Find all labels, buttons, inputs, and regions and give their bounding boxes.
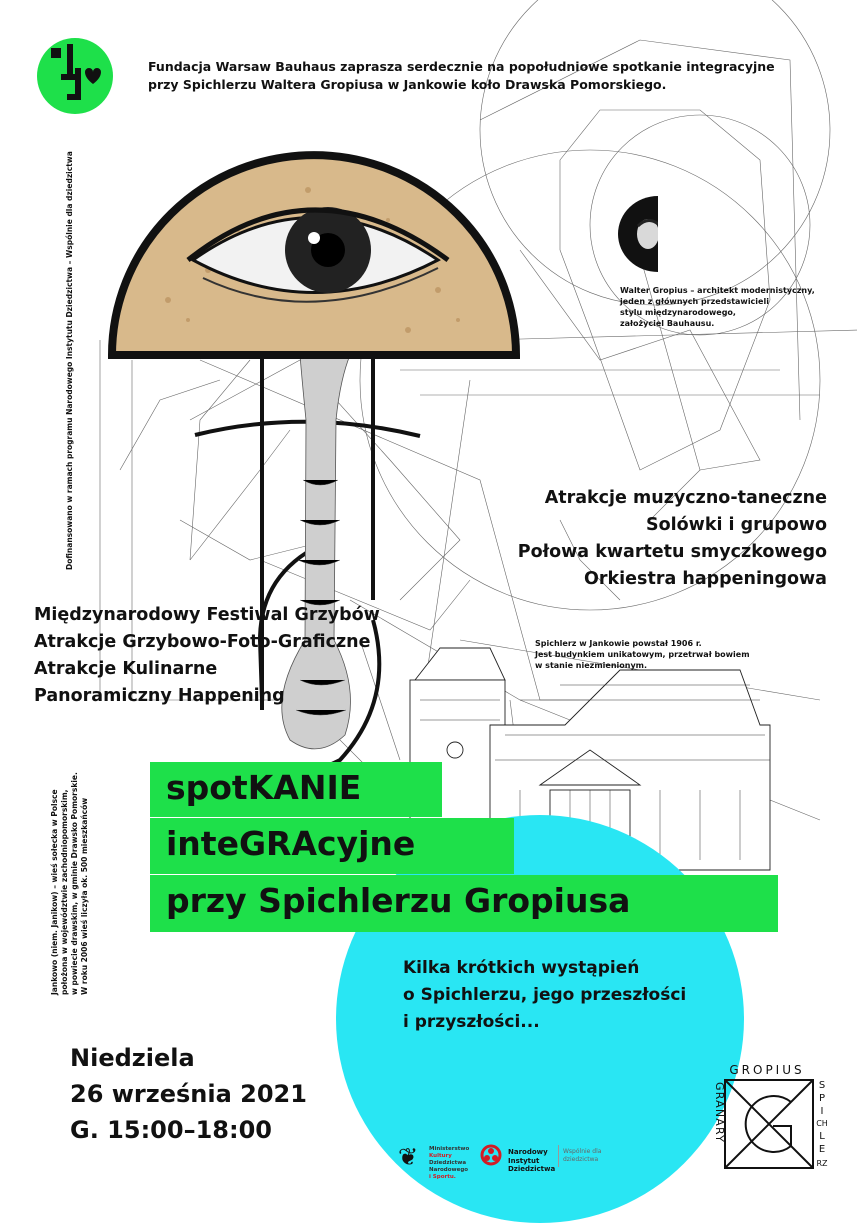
granary-caption: [535, 638, 750, 671]
nid-line: Dziedzictwa: [508, 1165, 556, 1173]
jankowo-line: W roku 2006 wieś liczyła ok. 500 mieszkańców: [80, 797, 89, 995]
granary-logo-right: E: [818, 1144, 826, 1155]
talks-line: i przyszłości...: [403, 1012, 540, 1032]
caption-line: w stanie niezmienionym.: [535, 661, 648, 670]
granary-logo-right: RZ: [816, 1159, 828, 1168]
event-day: Niedziela: [70, 1044, 195, 1072]
ministry-logo: [429, 1146, 469, 1181]
program-line: Wspólnie dla: [563, 1148, 602, 1155]
festival-attractions: [34, 602, 380, 710]
headline-line-1: spotKANIE: [150, 762, 442, 817]
caption-line: Walter Gropius – architekt modernistyczny,: [620, 286, 815, 295]
jankowo-line: w powiecie drawskim, w gminie Drawsko Pomorskie.: [70, 772, 79, 995]
music-attractions: [518, 485, 827, 593]
granary-logo-right: CH: [816, 1119, 828, 1128]
event-date: [70, 1040, 307, 1148]
granary-logo-top: GROPIUS: [729, 1063, 805, 1077]
attraction-item: Atrakcje Grzybowo-Foto-Graficzne: [34, 632, 371, 652]
invitation-text: [148, 58, 808, 94]
granary-logo-right: S: [818, 1080, 826, 1091]
nid-line: Narodowy: [508, 1148, 548, 1156]
caption-line: Jest budynkiem unikatowym, przetrwał bowiem: [535, 650, 750, 659]
headline-line-3: przy Spichlerzu Gropiusa: [150, 875, 778, 932]
attraction-item: Panoramiczny Happening: [34, 686, 285, 706]
gropius-caption: [620, 285, 815, 329]
gropius-granary-logo: [705, 1062, 830, 1170]
attraction-item: Orkiestra happeningowa: [584, 569, 827, 589]
gropius-portrait: [618, 196, 658, 272]
logo-glyph-icon: [37, 38, 113, 114]
ministry-line: i Sportu.: [429, 1174, 456, 1180]
event-time: G. 15:00–18:00: [70, 1116, 272, 1144]
caption-line: założyciel Bauhausu.: [620, 319, 715, 328]
attraction-item: Atrakcje muzyczno-taneczne: [544, 488, 827, 508]
jankowo-line: położona w województwie zachodniopomorskim,: [60, 789, 69, 995]
event-date-line: 26 września 2021: [70, 1080, 307, 1108]
granary-logo-right: L: [819, 1131, 825, 1142]
ministry-line: Ministerstwo: [429, 1146, 470, 1152]
attraction-item: Solówki i grupowo: [646, 515, 827, 535]
attraction-item: Międzynarodowy Festiwal Grzybów: [34, 605, 380, 625]
logo-divider: [558, 1145, 559, 1167]
attraction-item: Atrakcje Kulinarne: [34, 659, 218, 679]
program-line: dziedzictwa: [563, 1156, 599, 1163]
caption-line: Spichlerz w Jankowie powstał 1906 r.: [535, 639, 702, 648]
talks-line: Kilka krótkich wystąpień: [403, 958, 640, 978]
jankowo-note: [50, 772, 90, 995]
ministry-line: Kultury: [429, 1153, 452, 1159]
program-name: [563, 1148, 601, 1164]
ministry-line: Narodowego: [429, 1167, 469, 1173]
granary-logo-right: I: [820, 1106, 824, 1117]
talks-text: [403, 955, 686, 1036]
granary-logo-right: P: [818, 1093, 826, 1104]
warsaw-bauhaus-logo: [37, 38, 113, 114]
eagle-emblem-icon: ❦: [398, 1143, 419, 1171]
jankowo-line: Jankowo (niem. Janikow) – wieś sołecka w Polsce: [50, 789, 59, 995]
ministry-line: Dziedzictwa: [429, 1160, 467, 1166]
intro-line: Fundacja Warsaw Bauhaus zaprasza serdecznie na popołudniowe spotkanie integracyjne: [148, 59, 775, 74]
caption-line: jeden z głównych przedstawicieli: [620, 297, 769, 306]
granary-logo-left: GRANARY: [713, 1082, 726, 1144]
caption-line: stylu międzynarodowego,: [620, 308, 736, 317]
intro-line: przy Spichlerzu Waltera Gropiusa w Jankowie koło Drawska Pomorskiego.: [148, 77, 667, 92]
attraction-item: Połowa kwartetu smyczkowego: [517, 542, 827, 562]
nid-logo-text: [508, 1148, 555, 1174]
eye-semicircle: [108, 150, 520, 360]
headline-line-2: inteGRAcyjne: [150, 818, 514, 874]
nid-logo-icon: [480, 1144, 502, 1166]
funding-note: Dofinansowano w ramach programu Narodowego Instytutu Dziedzictwa – Wspólnie dla dziedzictwa: [65, 151, 74, 570]
nid-line: Instytut: [508, 1156, 540, 1165]
talks-line: o Spichlerzu, jego przeszłości: [403, 985, 687, 1005]
